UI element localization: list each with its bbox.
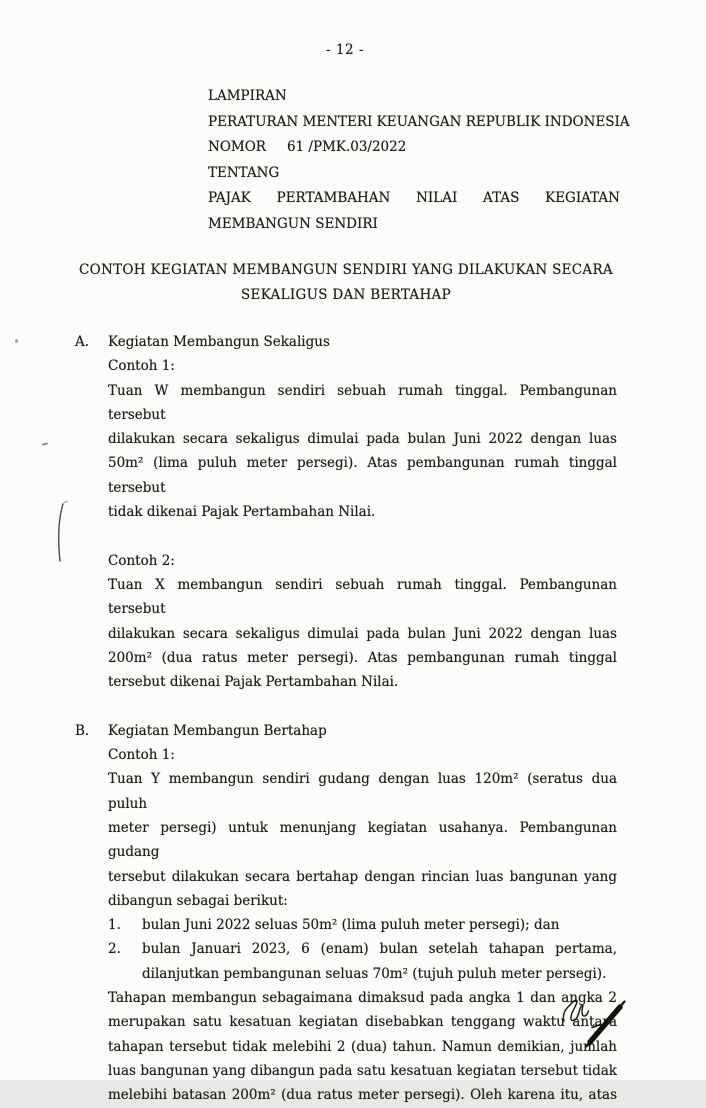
document-title <box>75 258 617 308</box>
item-line: bulan Juni 2022 seluas 50m² (lima puluh meter persegi); dan <box>142 917 560 934</box>
paragraph-line: Tuan X membangun sendiri sebuah rumah tinggal. Pembangunan tersebut <box>108 576 617 618</box>
section-b-heading <box>75 719 617 743</box>
section-a-heading <box>75 330 617 354</box>
regulation-subject-line-1: PAJAK PERTAMBAHAN NILAI ATAS KEGIATAN <box>208 190 620 207</box>
nomor-label: NOMOR <box>208 139 266 156</box>
blank-line <box>75 524 617 548</box>
contoh-1-title-a: Contoh 1: <box>108 358 175 375</box>
paragraph-line: tersebut dilakukan secara bertahap dengan rincian luas bangunan yang <box>108 868 617 885</box>
scan-speck <box>42 442 48 445</box>
item-line: dilanjutkan pembangunan seluas 70m² (tujuh puluh meter persegi). <box>142 965 607 982</box>
handwritten-initials-mark <box>550 980 634 1052</box>
paragraph-b-intro <box>108 767 617 913</box>
numbered-item-2 <box>108 937 617 986</box>
paragraph-line: dilakukan secara sekaligus dimulai pada bulan Juni 2022 dengan luas <box>108 431 617 448</box>
paragraph-a-contoh-1 <box>108 379 617 525</box>
paragraph-line: 200m² (dua ratus meter persegi). Atas pembangunan rumah tinggal <box>108 649 617 666</box>
item-number: 2. <box>108 941 121 958</box>
scan-speck <box>15 339 18 343</box>
paragraph-line: dilakukan secara sekaligus dimulai pada bulan Juni 2022 dengan luas <box>108 625 617 642</box>
section-b-label: B. <box>75 722 90 739</box>
paragraph-line: merupakan satu kesatuan kegiatan disebabkan tenggang waktu antara <box>108 1014 617 1031</box>
lampiran-label: LAMPIRAN <box>208 88 287 104</box>
blank-line <box>75 694 617 718</box>
paragraph-line: melebihi batasan 200m² (dua ratus meter persegi). Oleh karena itu, atas <box>108 1087 617 1104</box>
nomor-value: 61 /PMK.03/2022 <box>286 139 407 156</box>
title-line-2: SEKALIGUS DAN BERTAHAP <box>241 287 451 303</box>
item-lines <box>142 937 617 986</box>
paragraph-line: 50m² (lima puluh meter persegi). Atas pembangunan rumah tinggal tersebut <box>108 455 617 496</box>
paragraph-line: Tahapan membangun sebagaimana dimaksud pada angka 1 dan angka 2 <box>108 990 617 1007</box>
numbered-item-1 <box>108 913 617 937</box>
regulation-name: PERATURAN MENTERI KEUANGAN REPUBLIK INDONESIA <box>208 113 630 130</box>
paragraph-line: tahapan tersebut tidak melebihi 2 (dua) tahun. Namun demikian, jumlah <box>108 1038 617 1055</box>
lampiran-header <box>208 84 630 238</box>
item-number: 1. <box>108 917 121 934</box>
title-line-1: CONTOH KEGIATAN MEMBANGUN SENDIRI YANG DILAKUKAN SECARA <box>79 262 613 278</box>
paragraph-line: Tuan W membangun sendiri sebuah rumah tinggal. Pembangunan tersebut <box>108 382 617 423</box>
contoh-2-title-a: Contoh 2: <box>108 552 175 569</box>
paragraph-line: tersebut dikenai Pajak Pertambahan Nilai. <box>108 674 399 691</box>
pen-stroke-mark <box>52 500 70 566</box>
document-body <box>75 330 617 1108</box>
regulation-subject-line-2: MEMBANGUN SENDIRI <box>208 215 378 232</box>
paragraph-line: dibangun sebagai berikut: <box>108 892 288 909</box>
nomor-line <box>208 135 620 161</box>
tentang-label: TENTANG <box>208 164 280 181</box>
paragraph-line: tidak dikenai Pajak Pertambahan Nilai. <box>108 504 376 521</box>
paragraph-line: Tuan Y membangun sendiri gudang dengan luas 120m² (seratus dua puluh <box>108 771 617 812</box>
paragraph-b-closing <box>108 986 617 1107</box>
section-a-label: A. <box>75 334 90 350</box>
contoh-1-title-b: Contoh 1: <box>108 747 175 764</box>
paragraph-line: luas bangunan yang dibangun pada satu kesatuan kegiatan tersebut tidak <box>108 1062 617 1079</box>
page-number: - 12 - <box>326 42 364 58</box>
paragraph-a-contoh-2 <box>108 573 617 694</box>
paragraph-line: meter persegi) untuk menunjang kegiatan usahanya. Pembangunan gudang <box>108 819 617 861</box>
section-b-heading-text: Kegiatan Membangun Bertahap <box>108 722 327 739</box>
item-line: bulan Januari 2023, 6 (enam) bulan setelah tahapan pertama, <box>142 941 617 958</box>
section-a-heading-text: Kegiatan Membangun Sekaligus <box>108 334 330 350</box>
